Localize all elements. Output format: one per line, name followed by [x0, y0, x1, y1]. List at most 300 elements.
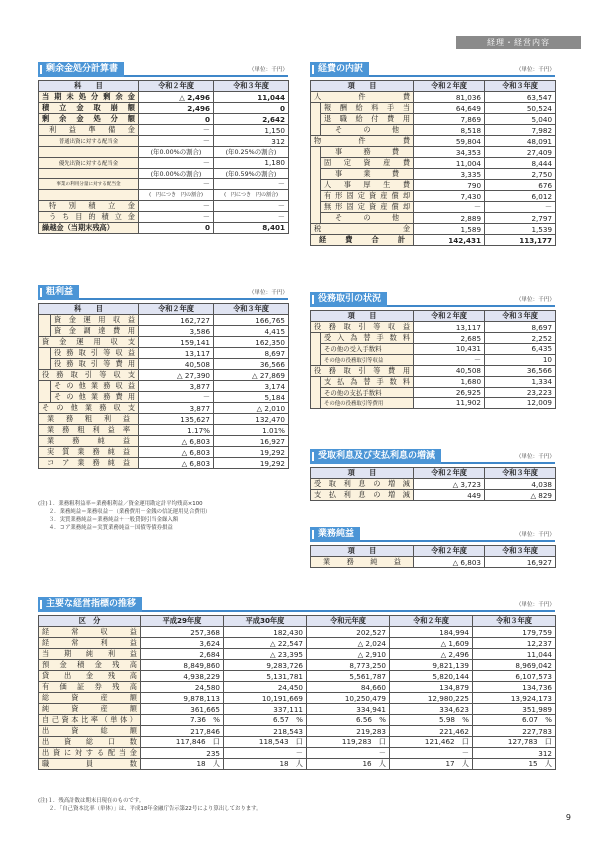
- cell: 1,680: [414, 376, 485, 387]
- row-label: うち目的積立金: [39, 211, 139, 222]
- cell: 312: [473, 748, 556, 759]
- row-label: 人件費: [311, 92, 414, 103]
- row-label: 出資に対する配当金: [39, 748, 141, 759]
- cell: △ 6,803: [139, 436, 214, 447]
- cell: －: [414, 354, 485, 365]
- table-row: [311, 557, 556, 568]
- row-label: その他業務費用: [51, 392, 139, 403]
- row-label: その他の受入手数料: [321, 344, 414, 355]
- table-row: [311, 224, 556, 235]
- table-row: [39, 157, 289, 168]
- col-header: 令和２年度: [390, 616, 473, 627]
- cell: －: [224, 748, 307, 759]
- cell: 1.01%: [214, 425, 289, 436]
- cell: 0: [139, 222, 214, 233]
- cell: 1,180: [214, 157, 289, 168]
- row-label: その他業務収支: [39, 403, 139, 414]
- netbiz-header: [310, 527, 555, 542]
- cell: △ 3,723: [414, 479, 485, 490]
- row-label: 物件費: [311, 136, 414, 147]
- cell: －: [139, 157, 214, 168]
- cell: 5,184: [214, 392, 289, 403]
- row-label: 受入為替手数料: [321, 333, 414, 344]
- cell: 8,697: [485, 322, 556, 333]
- cell: 36,566: [485, 365, 556, 376]
- cell: 334,623: [390, 704, 473, 715]
- row-label: その他: [321, 125, 414, 136]
- cell: 64,649: [414, 103, 485, 114]
- cell: 162,727: [139, 315, 214, 326]
- cell: 0: [139, 114, 214, 125]
- row-label: 人事厚生費: [321, 180, 414, 191]
- cell: 2,797: [485, 213, 556, 224]
- row-label: 報酬給料手当: [321, 103, 414, 114]
- cell: 36,566: [214, 359, 289, 370]
- col-header: 科 目: [39, 304, 139, 315]
- row-label: 経常収益: [39, 627, 141, 638]
- row-label: 事業費: [321, 169, 414, 180]
- row-label: [39, 190, 139, 201]
- cell: 166,765: [214, 315, 289, 326]
- row-label: 資金運用収益: [51, 315, 139, 326]
- col-header: 令和２年度: [414, 81, 485, 92]
- cell: 5,131,781: [224, 671, 307, 682]
- table-header-row: [39, 304, 289, 315]
- cell: 1,150: [214, 125, 289, 136]
- cell: －: [139, 200, 214, 211]
- cell: －: [214, 179, 289, 190]
- netbiz-table: [310, 545, 556, 568]
- cell: －: [390, 748, 473, 759]
- cell: 219,283: [307, 726, 390, 737]
- row-label: 事務費: [321, 147, 414, 158]
- cell: 27,409: [485, 147, 556, 158]
- col-header: 平成29年度: [141, 616, 224, 627]
- service-table: [310, 310, 556, 409]
- cell: 12,009: [485, 398, 556, 409]
- cell: 227,783: [473, 726, 556, 737]
- table-row: [311, 322, 556, 333]
- interest-section: [310, 449, 555, 501]
- table-header-row: [39, 81, 289, 92]
- cell: 11,004: [414, 158, 485, 169]
- note-line: ３．実質業務純益＝業務純益＋一般貸倒引当金繰入額: [38, 517, 179, 523]
- row-label: 当期未処分剰余金: [39, 92, 139, 103]
- table-row: [39, 425, 289, 436]
- cell: 2,889: [414, 213, 485, 224]
- col-header: 令和３年度: [485, 546, 556, 557]
- table-row: [39, 693, 556, 704]
- table-row: [39, 348, 289, 359]
- interest-table: [310, 467, 556, 501]
- row-label: 普通出資に対する配当金: [39, 136, 139, 147]
- cell: 48,091: [485, 136, 556, 147]
- cell: 8,773,250: [307, 660, 390, 671]
- table-row: [311, 103, 556, 114]
- col-header: 項 目: [311, 81, 414, 92]
- cell: 2,496: [139, 103, 214, 114]
- cell: ( 円につき 円の割合): [214, 190, 289, 201]
- cell: 134,736: [473, 682, 556, 693]
- cell: 132,470: [214, 414, 289, 425]
- row-label: 退職給付費用: [321, 114, 414, 125]
- cell: 361,665: [141, 704, 224, 715]
- cell: 34,353: [414, 147, 485, 158]
- table-row: [39, 638, 556, 649]
- cell: 179,759: [473, 627, 556, 638]
- cell: 13,924,173: [473, 693, 556, 704]
- cell: △ 829: [485, 490, 556, 501]
- cell: 5.98 %: [390, 715, 473, 726]
- table-row: [39, 436, 289, 447]
- row-label: 役務取引等費用: [51, 359, 139, 370]
- row-label: 剰余金処分額: [39, 114, 139, 125]
- expenses-section: [310, 62, 555, 246]
- cell: 8,697: [214, 348, 289, 359]
- cell: 81,036: [414, 92, 485, 103]
- row-label: 有形固定資産償却: [321, 191, 414, 202]
- table-row: [39, 337, 289, 348]
- cell: (年0.00%の割合): [139, 168, 214, 179]
- row-label: 固定資産費: [321, 158, 414, 169]
- cell: 26,925: [414, 387, 485, 398]
- table-header-row: [311, 81, 556, 92]
- trend-unit: （単位：千円）: [515, 602, 555, 608]
- netbiz-title: 業務純益: [310, 527, 360, 542]
- cell: 5,040: [485, 114, 556, 125]
- table-row: [39, 748, 556, 759]
- table-row: [39, 326, 289, 337]
- table-row: [311, 235, 556, 246]
- row-label: 役務取引等収益: [51, 348, 139, 359]
- cell: 4,938,229: [141, 671, 224, 682]
- col-header: 平成30年度: [224, 616, 307, 627]
- cell: 50,524: [485, 103, 556, 114]
- table-row: [311, 213, 556, 224]
- cell: 13,117: [414, 322, 485, 333]
- cell: －: [214, 200, 289, 211]
- table-row: [39, 125, 289, 136]
- table-row: [39, 114, 289, 125]
- cell: 16,927: [214, 436, 289, 447]
- table-row: [39, 147, 289, 158]
- table-row: [39, 370, 289, 381]
- col-header: 項 目: [311, 546, 414, 557]
- cell: －: [414, 202, 485, 213]
- service-unit: （単位：千円）: [515, 297, 555, 303]
- cell: △ 2,024: [307, 638, 390, 649]
- cell: 19,292: [214, 447, 289, 458]
- cell: 235: [141, 748, 224, 759]
- row-label: 役務取引等収支: [39, 370, 139, 381]
- row-label: [39, 168, 139, 179]
- table-row: [311, 147, 556, 158]
- row-label: 出資総額: [39, 726, 141, 737]
- table-row: [311, 180, 556, 191]
- table-row: [39, 190, 289, 201]
- cell: 1,539: [485, 224, 556, 235]
- cell: △ 6,803: [139, 458, 214, 469]
- cell: △ 2,496: [139, 92, 214, 103]
- row-label: 業務純益: [311, 557, 414, 568]
- table-row: [311, 376, 556, 387]
- table-row: [39, 222, 289, 233]
- table-row: [311, 387, 556, 398]
- cell: 337,111: [224, 704, 307, 715]
- row-label: 当期純利益: [39, 649, 141, 660]
- table-row: [39, 759, 556, 770]
- cell: 3,335: [414, 169, 485, 180]
- cell: △ 2,496: [390, 649, 473, 660]
- cell: 2,252: [485, 333, 556, 344]
- cell: 6.56 %: [307, 715, 390, 726]
- cell: 676: [485, 180, 556, 191]
- table-row: [311, 191, 556, 202]
- cell: 13,117: [139, 348, 214, 359]
- cell: 3,174: [214, 381, 289, 392]
- cell: －: [485, 202, 556, 213]
- cell: 117,846 口: [141, 737, 224, 748]
- col-header: 区 分: [39, 616, 141, 627]
- cell: 6,435: [485, 344, 556, 355]
- col-header: 令和２年度: [139, 81, 214, 92]
- cell: 135,627: [139, 414, 214, 425]
- cell: 159,141: [139, 337, 214, 348]
- table-header-row: [39, 616, 556, 627]
- table-row: [39, 660, 556, 671]
- cell: 6.07 %: [473, 715, 556, 726]
- cell: 119,283 口: [307, 737, 390, 748]
- cell: 202,527: [307, 627, 390, 638]
- cell: 18 人: [141, 759, 224, 770]
- interest-title: 受取利息及び支払利息の増減: [310, 449, 441, 464]
- cell: －: [214, 211, 289, 222]
- col-header: 項 目: [311, 311, 414, 322]
- table-row: [39, 671, 556, 682]
- col-header: 令和３年度: [214, 304, 289, 315]
- interest-unit: （単位：千円）: [515, 454, 555, 460]
- cell: 312: [214, 136, 289, 147]
- row-label: 資金調達費用: [51, 326, 139, 337]
- cell: 1,589: [414, 224, 485, 235]
- cell: 127,783 口: [473, 737, 556, 748]
- row-label: 特別積立金: [39, 200, 139, 211]
- surplus-title: 剰余金処分計算書: [38, 62, 124, 77]
- cell: 182,430: [224, 627, 307, 638]
- row-label: 経費合計: [311, 235, 414, 246]
- table-row: [311, 479, 556, 490]
- table-row: [39, 627, 556, 638]
- row-label: 職員数: [39, 759, 141, 770]
- row-label: 事業の利用分量に対する配当金: [39, 179, 139, 190]
- table-row: [39, 211, 289, 222]
- cell: 2,750: [485, 169, 556, 180]
- gross-title: 粗利益: [38, 285, 79, 300]
- table-header-row: [311, 468, 556, 479]
- row-label: 繰越金（当期末残高）: [39, 222, 139, 233]
- indent-spacer: [311, 103, 321, 136]
- table-header-row: [311, 546, 556, 557]
- cell: 15 人: [473, 759, 556, 770]
- cell: 9,821,139: [390, 660, 473, 671]
- gross-unit: （単位：千円）: [248, 290, 288, 296]
- table-row: [39, 200, 289, 211]
- row-label: 実質業務純益: [39, 447, 139, 458]
- table-row: [311, 114, 556, 125]
- col-header: 令和３年度: [485, 81, 556, 92]
- cell: 3,877: [139, 381, 214, 392]
- col-header: 令和２年度: [414, 468, 485, 479]
- row-label: 業務粗利益率: [39, 425, 139, 436]
- note-line: ４．コア業務純益＝実質業務純益－国債等債券損益: [38, 525, 173, 531]
- cell: 1,334: [485, 376, 556, 387]
- cell: 10,191,669: [224, 693, 307, 704]
- table-header-row: [311, 311, 556, 322]
- cell: 19,292: [214, 458, 289, 469]
- table-row: [39, 726, 556, 737]
- row-label: その他: [321, 213, 414, 224]
- cell: 257,368: [141, 627, 224, 638]
- cell: (年0.59%の割合): [214, 168, 289, 179]
- table-row: [39, 737, 556, 748]
- cell: 7,430: [414, 191, 485, 202]
- cell: 63,547: [485, 92, 556, 103]
- note-line: ２．「自己資本比率（単体）」は、平成18年金融庁告示第22号により算出しております。: [38, 806, 262, 812]
- gross-notes: [38, 500, 298, 532]
- row-label: 受取利息の増減: [311, 479, 414, 490]
- cell: 40,508: [414, 365, 485, 376]
- row-label: 支払為替手数料: [321, 376, 414, 387]
- cell: 118,543 口: [224, 737, 307, 748]
- cell: 7.36 %: [141, 715, 224, 726]
- netbiz-unit: （単位：千円）: [515, 532, 555, 538]
- col-header: 科 目: [39, 81, 139, 92]
- cell: 10: [485, 354, 556, 365]
- interest-header: [310, 449, 555, 464]
- cell: 8,849,860: [141, 660, 224, 671]
- cell: (年0.00%の割合): [139, 147, 214, 158]
- row-label: 貸出金残高: [39, 671, 141, 682]
- note-line: (注)１．業務粗利益率＝業務粗利益／資金運用勘定計平均残高×100: [38, 501, 203, 507]
- cell: 3,586: [139, 326, 214, 337]
- trend-section: [38, 597, 555, 770]
- table-row: [39, 682, 556, 693]
- cell: 6.57 %: [224, 715, 307, 726]
- row-label: [39, 147, 139, 158]
- table-row: [39, 315, 289, 326]
- cell: 7,982: [485, 125, 556, 136]
- cell: 351,989: [473, 704, 556, 715]
- table-row: [39, 136, 289, 147]
- table-row: [39, 392, 289, 403]
- cell: －: [139, 392, 214, 403]
- expenses-title: 経費の内訳: [310, 62, 369, 77]
- table-row: [311, 125, 556, 136]
- row-label: 純資産額: [39, 704, 141, 715]
- cell: 16 人: [307, 759, 390, 770]
- table-row: [39, 168, 289, 179]
- table-row: [39, 403, 289, 414]
- cell: 11,902: [414, 398, 485, 409]
- table-row: [311, 365, 556, 376]
- table-row: [39, 179, 289, 190]
- header-tag: 経理・経営内容: [456, 36, 581, 49]
- cell: 59,804: [414, 136, 485, 147]
- surplus-table: [38, 80, 289, 234]
- row-label: 経常利益: [39, 638, 141, 649]
- cell: －: [139, 211, 214, 222]
- indent-spacer: [39, 381, 51, 403]
- cell: 12,980,225: [390, 693, 473, 704]
- service-section: [310, 292, 555, 409]
- cell: 8,401: [214, 222, 289, 233]
- table-row: [39, 649, 556, 660]
- table-row: [311, 398, 556, 409]
- expenses-header: [310, 62, 555, 77]
- table-row: [39, 103, 289, 114]
- cell: 1.17%: [139, 425, 214, 436]
- cell: 184,994: [390, 627, 473, 638]
- col-header: 項 目: [311, 468, 414, 479]
- col-header: 令和３年度: [485, 311, 556, 322]
- gross-table: [38, 303, 289, 469]
- cell: △ 27,390: [139, 370, 214, 381]
- cell: 24,580: [141, 682, 224, 693]
- col-header: 令和３年度: [214, 81, 289, 92]
- table-row: [311, 490, 556, 501]
- cell: 221,462: [390, 726, 473, 737]
- cell: 11,044: [214, 92, 289, 103]
- col-header: 令和２年度: [139, 304, 214, 315]
- trend-notes: [38, 797, 555, 813]
- cell: 10,250,479: [307, 693, 390, 704]
- cell: △ 2,910: [307, 649, 390, 660]
- cell: 17 人: [390, 759, 473, 770]
- cell: 6,012: [485, 191, 556, 202]
- row-label: コア業務純益: [39, 458, 139, 469]
- note-line: (注)１．残高計数は期末日現在のものです。: [38, 798, 145, 804]
- cell: △ 6,803: [139, 447, 214, 458]
- table-row: [311, 136, 556, 147]
- row-label: 支払利息の増減: [311, 490, 414, 501]
- row-label: その他の役務取引等費用: [321, 398, 414, 409]
- cell: 2,685: [414, 333, 485, 344]
- gross-header: [38, 285, 288, 300]
- cell: 18 人: [224, 759, 307, 770]
- cell: 0: [214, 103, 289, 114]
- expenses-unit: （単位：千円）: [515, 67, 555, 73]
- cell: 2,684: [141, 649, 224, 660]
- cell: △ 23,395: [224, 649, 307, 660]
- col-header: 令和２年度: [414, 546, 485, 557]
- surplus-header: [38, 62, 288, 77]
- cell: (年0.25%の割合): [214, 147, 289, 158]
- cell: 4,415: [214, 326, 289, 337]
- table-row: [311, 158, 556, 169]
- row-label: 自己資本比率（単体）: [39, 715, 141, 726]
- trend-header: [38, 597, 555, 612]
- surplus-section: [38, 62, 288, 234]
- table-row: [39, 447, 289, 458]
- table-row: [39, 359, 289, 370]
- table-row: [311, 354, 556, 365]
- cell: 3,624: [141, 638, 224, 649]
- cell: 142,431: [414, 235, 485, 246]
- cell: 5,561,787: [307, 671, 390, 682]
- cell: 24,450: [224, 682, 307, 693]
- indent-spacer: [311, 333, 321, 366]
- page-number: 9: [565, 813, 571, 822]
